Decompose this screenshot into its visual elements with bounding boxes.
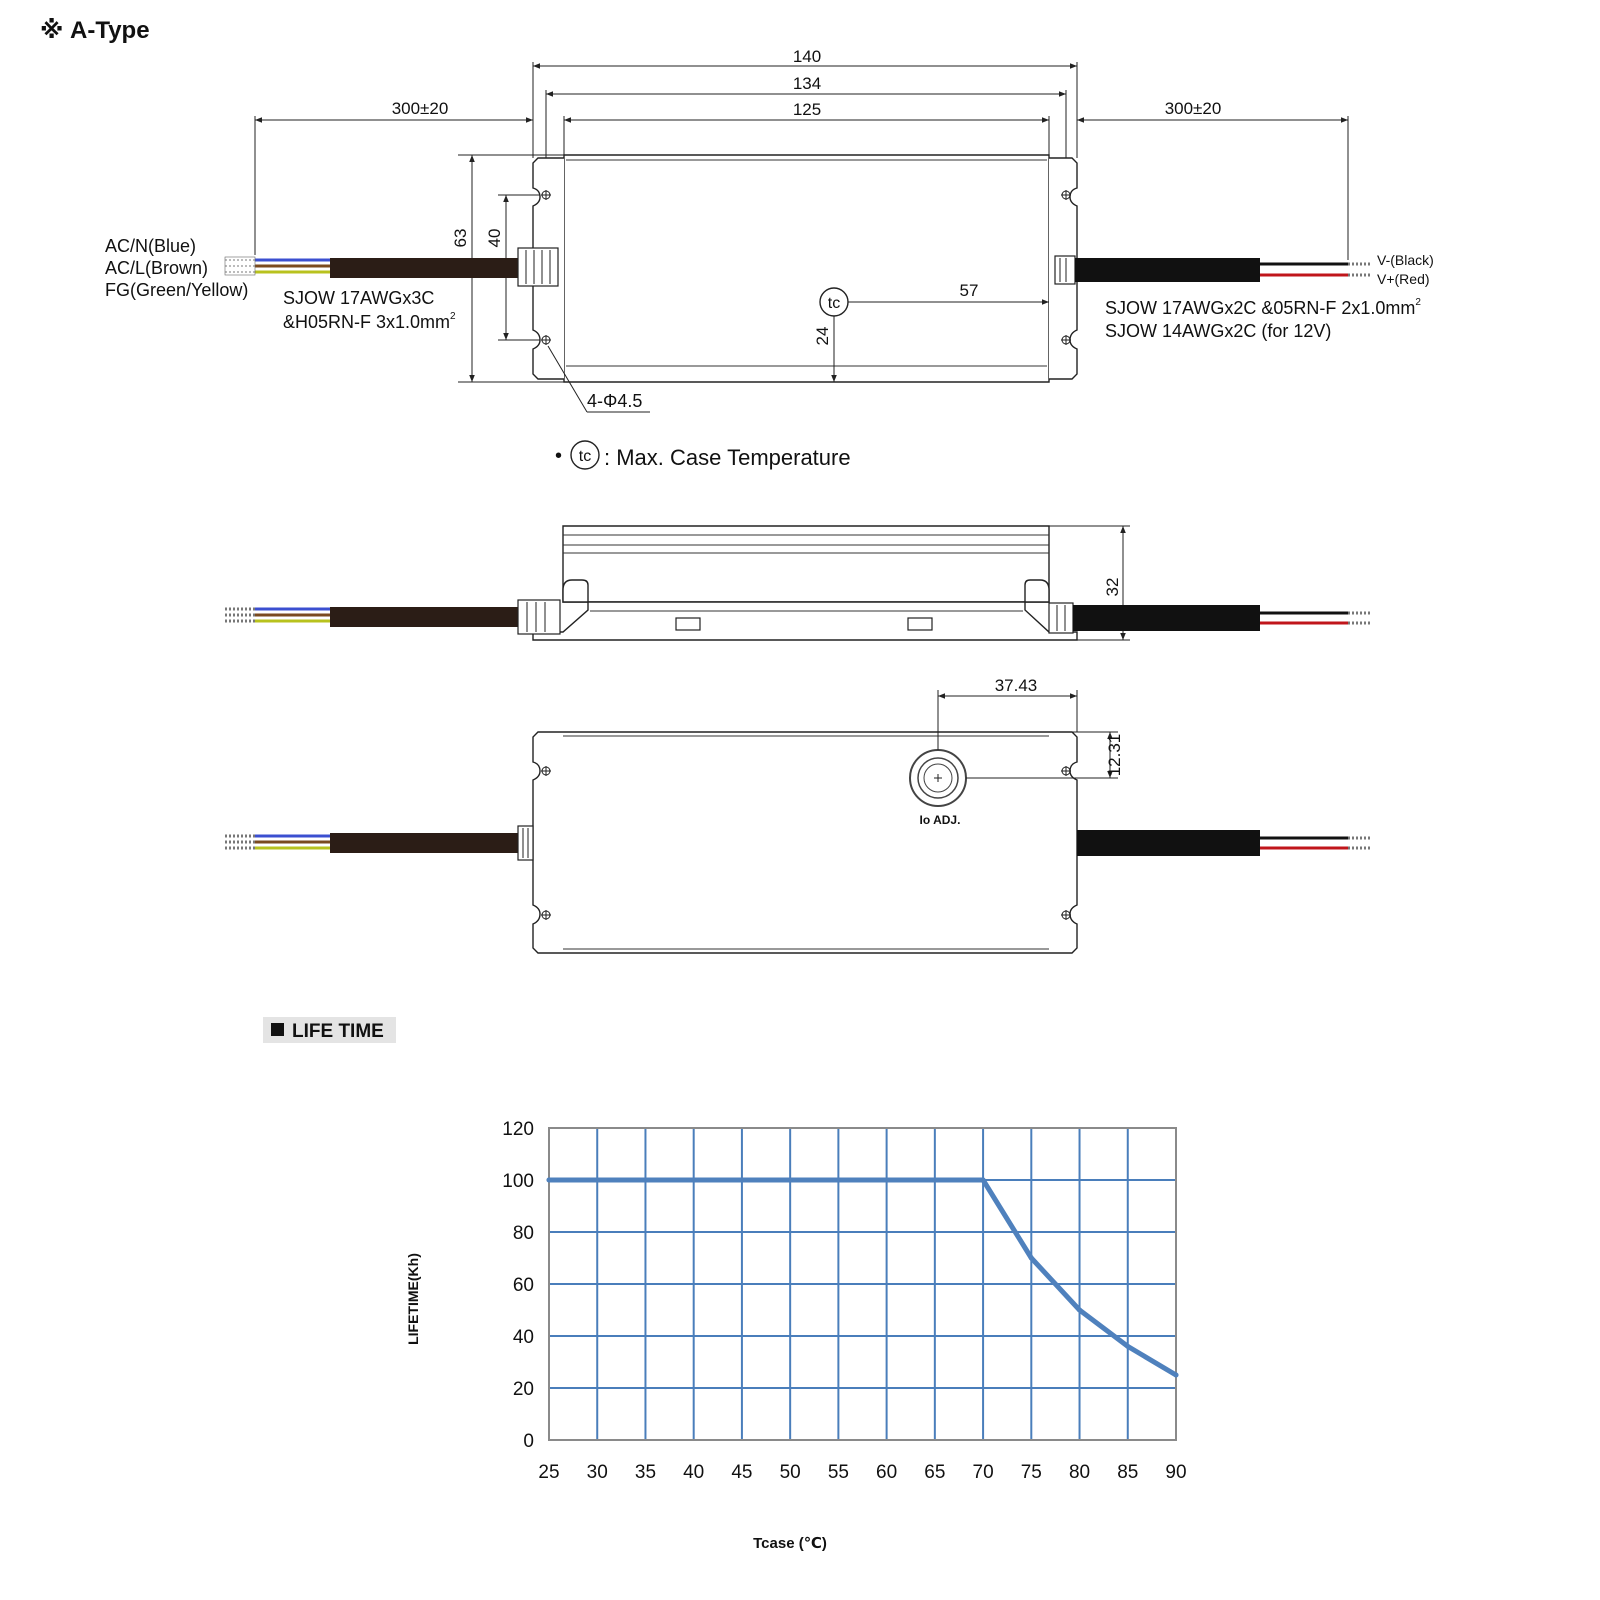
wire-label-acl: AC/L(Brown): [105, 258, 209, 278]
dim-32-label: 32: [1103, 577, 1122, 597]
wire-label-fg: FG(Green/Yellow): [105, 280, 249, 300]
bottom-view-drawing: [225, 676, 1372, 953]
top-view-drawing: [105, 47, 1434, 412]
page-title: A-Type: [70, 17, 150, 44]
wire-label-vminus: V-(Black): [1377, 252, 1434, 268]
right-cable-spec-line1: SJOW 17AWGx2C &05RN-F $2x1.0mm^2$: [1105, 297, 1421, 318]
left-cable: [225, 600, 560, 634]
dim-125-label: 125: [792, 100, 822, 119]
data-point: [932, 1178, 937, 1183]
right-cable: [1077, 830, 1372, 856]
y-tick-label: 60: [512, 1275, 534, 1296]
dim-left-cable-label: 300±20: [391, 99, 449, 118]
y-tick-labels: [502, 1119, 534, 1452]
lifetime-curve: [549, 1180, 1176, 1375]
section-title: LIFE TIME: [292, 1021, 384, 1042]
lifetime-chart: [405, 1119, 1187, 1552]
x-tick-label: 35: [634, 1462, 657, 1483]
left-cable: [225, 826, 533, 860]
data-point: [1029, 1256, 1034, 1261]
dim-57-label: 57: [959, 281, 979, 300]
case-body-top: [564, 155, 1049, 382]
lifetime-section-header: [263, 1017, 396, 1043]
x-tick-label: 45: [731, 1462, 753, 1483]
wire-label-vplus: V+(Red): [1377, 271, 1430, 287]
data-point: [691, 1178, 696, 1183]
dim-12-31-label: 12.31: [1105, 733, 1124, 777]
case-body-side: [563, 526, 1049, 602]
x-tick-label: 75: [1020, 1462, 1042, 1483]
x-axis-label: Tcase (℃): [753, 1535, 827, 1552]
data-point: [595, 1178, 600, 1183]
cable-gland: [518, 600, 560, 634]
tc-legend: [555, 441, 851, 470]
dim-134-label: 134: [792, 74, 822, 93]
tc-point-label: tc: [827, 295, 841, 312]
x-tick-label: 90: [1165, 1462, 1187, 1483]
y-axis-label: LIFETIME(Kh): [405, 1253, 421, 1345]
data-point: [1174, 1373, 1179, 1378]
wire-label-acn: AC/N(Blue): [105, 236, 197, 256]
left-cable-spec-line1: SJOW 17AWGx3C: [283, 288, 435, 308]
x-tick-label: 25: [538, 1462, 560, 1483]
tc-point-icon: [820, 288, 848, 316]
tc-legend-text: : Max. Case Temperature: [604, 445, 851, 470]
dim-24-label: 24: [813, 326, 832, 346]
tc-legend-symbol: tc: [578, 448, 592, 465]
side-slot: [676, 618, 700, 630]
x-tick-label: 65: [924, 1462, 946, 1483]
x-tick-label: 30: [586, 1462, 608, 1483]
side-view-drawing: [225, 526, 1372, 640]
x-tick-label: 70: [972, 1462, 994, 1483]
header-symbol: ※: [40, 17, 64, 44]
dim-140-label: 140: [792, 47, 822, 66]
x-tick-label: 60: [876, 1462, 898, 1483]
cable-jacket: [330, 258, 518, 278]
x-tick-label: 85: [1117, 1462, 1139, 1483]
left-cable-spec-line2: &H05RN-F $3x1.0mm^2$: [283, 311, 456, 332]
cable-gland: [518, 826, 533, 860]
y-tick-label: 100: [502, 1171, 534, 1192]
data-point: [1125, 1344, 1130, 1349]
cable-gland: [1055, 256, 1075, 284]
data-point: [739, 1178, 744, 1183]
cable-gland: [1049, 603, 1073, 633]
y-tick-label: 20: [512, 1379, 534, 1400]
dim-37-43-label: 37.43: [994, 676, 1038, 695]
legend-bullet: •: [555, 445, 563, 467]
io-adjust-potentiometer-icon: [910, 750, 966, 806]
right-cable-spec-line2: SJOW 14AWGx2C (for 12V): [1105, 321, 1332, 341]
dim-63-label: 63: [451, 228, 470, 248]
hole-callout-label: 4-Φ4.5: [587, 391, 643, 411]
x-tick-label: 55: [827, 1462, 849, 1483]
data-point: [547, 1178, 552, 1183]
lifetime-points: [547, 1178, 1179, 1378]
cable-jacket: [1075, 258, 1260, 282]
y-tick-label: 0: [523, 1431, 534, 1452]
data-point: [643, 1178, 648, 1183]
right-cable: [1049, 603, 1372, 633]
square-bullet-icon: [271, 1023, 284, 1036]
right-cable: [1055, 256, 1372, 284]
data-point: [884, 1178, 889, 1183]
dim-right-cable-label: 300±20: [1164, 99, 1222, 118]
y-tick-label: 40: [512, 1327, 534, 1348]
io-adj-label: Io ADJ.: [919, 813, 961, 827]
y-tick-label: 120: [502, 1119, 534, 1140]
x-tick-label: 80: [1068, 1462, 1091, 1483]
data-point: [1077, 1308, 1082, 1313]
data-point: [788, 1178, 793, 1183]
side-slot: [908, 618, 932, 630]
x-tick-label: 50: [779, 1462, 801, 1483]
case-body-bottom: [533, 732, 1077, 953]
x-tick-label: 40: [683, 1462, 705, 1483]
y-tick-label: 80: [512, 1223, 534, 1244]
page-header: [40, 17, 150, 44]
dim-40-label: 40: [485, 228, 504, 248]
cable-gland: [518, 248, 558, 286]
data-point: [981, 1178, 986, 1183]
data-point: [836, 1178, 841, 1183]
x-tick-labels: [538, 1462, 1186, 1483]
chart-grid: [549, 1128, 1176, 1440]
left-cable: [225, 248, 558, 286]
